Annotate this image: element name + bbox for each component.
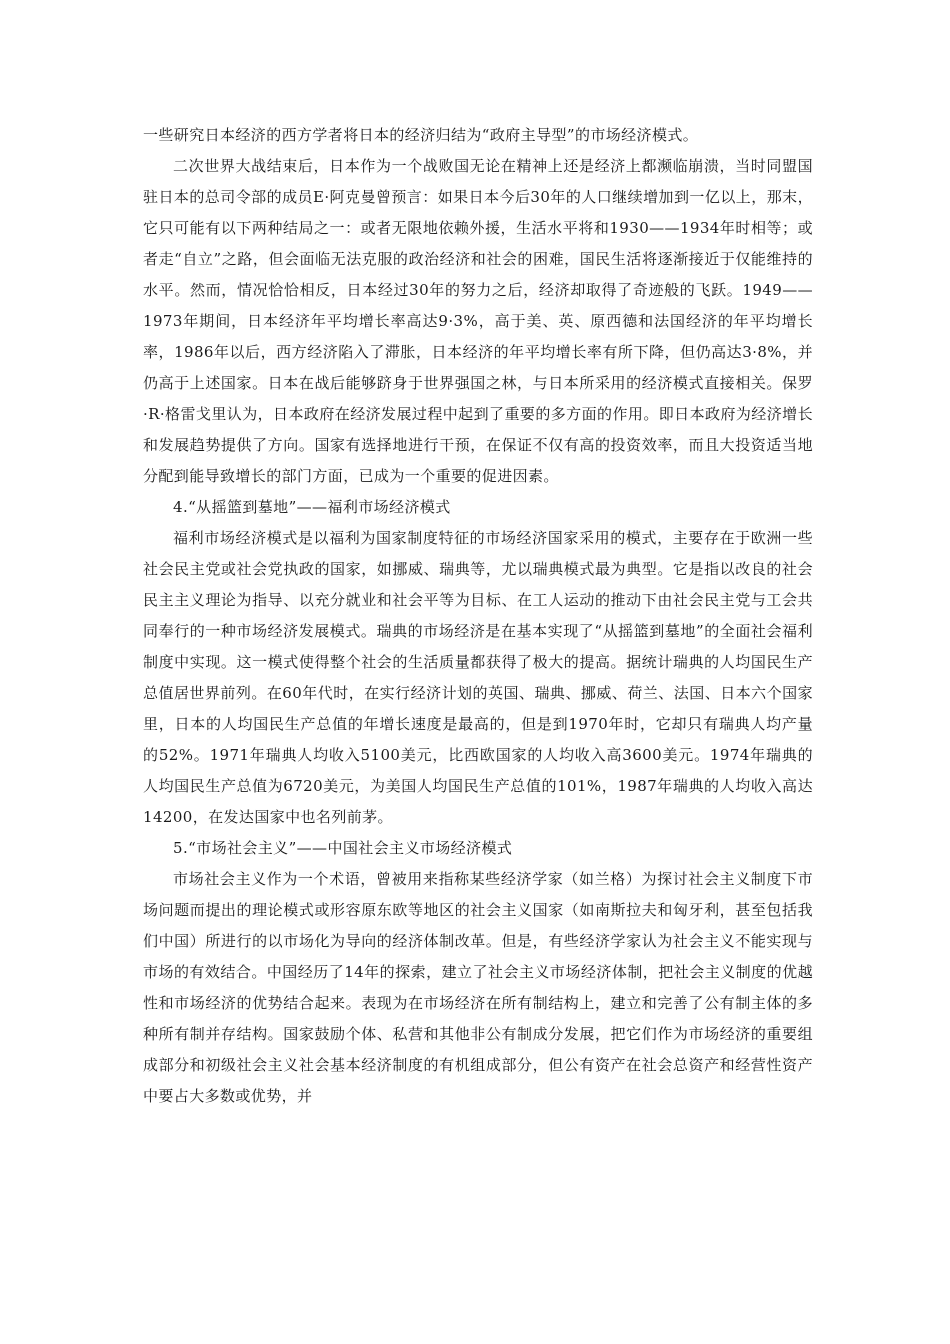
paragraph-welfare-model: 福利市场经济模式是以福利为国家制度特征的市场经济国家采用的模式，主要存在于欧洲一些社会民主党或社会党执政的国家，如挪威、瑞典等，尤以瑞典模式最为典型。它是指以改良的社会民主主义理论为指导、以充分就业和社会平等为目标、在工人运动的推动下由社会民主党与工会共同奉行的一种市场经济发展模式。瑞典的市场经济是在基本实现了“从摇篮到墓地”的全面社会福利制度中实现。这一模式使得整个社会的生活质量都获得了极大的提高。据统计瑞典的人均国民生产总值居世界前列。在60年代时，在实行经济计划的英国、瑞典、挪威、荷兰、法国、日本六个国家里，日本的人均国民生产总值的年增长速度是最高的，但是到1970年时，它却只有瑞典人均产量的52%。1971年瑞典人均收入5100美元，比西欧国家的人均收入高3600美元。1974年瑞典的人均国民生产总值为6720美元，为美国人均国民生产总值的101%，1987年瑞典的人均收入高达14200，在发达国家中也名列前茅。 — [143, 529, 813, 826]
paragraph-japan-postwar: 二次世界大战结束后，日本作为一个战败国无论在精神上还是经济上都濒临崩溃，当时同盟国驻日本的总司令部的成员E·阿克曼曾预言：如果日本今后30年的人口继续增加到一亿以上，那末，它只可能有以下两种结局之一：或者无限地依赖外援，生活水平将和1930——1934年时相等；或者走“自立”之路，但会面临无法克服的政治经济和社会的困难，国民生活将逐渐接近于仅能维持的水平。然而，情况恰恰相反，日本经过30年的努力之后，经济却取得了奇迹般的飞跃。1949——1973年期间，日本经济年平均增长率高达9·3%，高于美、英、原西德和法国经济的年平均增长率，1986年以后，西方经济陷入了滞胀，日本经济的年平均增长率有所下降，但仍高达3·8%，并仍高于上述国家。日本在战后能够跻身于世界强国之林，与日本所采用的经济模式直接相关。保罗·R·格雷戈里认为，日本政府在经济发展过程中起到了重要的多方面的作用。即日本政府为经济增长和发展趋势提供了方向。国家有选择地进行干预，在保证不仅有高的投资效率，而且大投资适当地分配到能导致增长的部门方面，已成为一个重要的促进因素。 — [143, 157, 813, 485]
section-heading-market-socialism: 5.“市场社会主义”——中国社会主义市场经济模式 — [173, 839, 513, 857]
paragraph-market-socialism: 市场社会主义作为一个术语，曾被用来指称某些经济学家（如兰格）为探讨社会主义制度下市场问题而提出的理论模式或形容原东欧等地区的社会主义国家（如南斯拉夫和匈牙利，甚至包括我们中国）所进行的以市场化为导向的经济体制改革。但是，有些经济学家认为社会主义不能实现与市场的有效结合。中国经历了14年的探索，建立了社会主义市场经济体制，把社会主义制度的优越性和市场经济的优势结合起来。表现为在市场经济在所有制结构上，建立和完善了公有制主体的多种所有制并存结构。国家鼓励个体、私营和其他非公有制成分发展，把它们作为市场经济的重要组成部分和初级社会主义社会基本经济制度的有机组成部分，但公有资产在社会总资产和经营性资产中要占大多数或优势，并 — [143, 870, 813, 1105]
paragraph-continuation: 一些研究日本经济的西方学者将日本的经济归结为“政府主导型”的市场经济模式。 — [143, 126, 699, 144]
document-page — [143, 120, 813, 1112]
section-heading-welfare-model: 4.“从摇篮到墓地”——福利市场经济模式 — [173, 498, 451, 516]
